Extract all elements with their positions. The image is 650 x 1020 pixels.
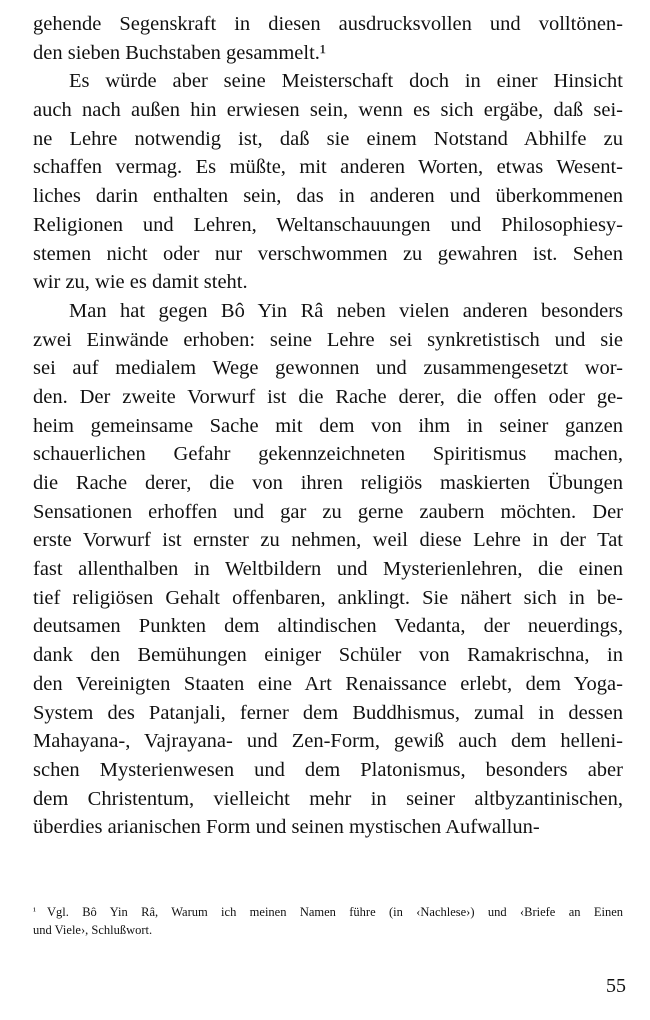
text-line: stemen nicht oder nur verschwommen zu gewahren ist. Sehen	[33, 242, 623, 265]
text-line: ne Lehre notwendig ist, daß sie einem Notstand Abhilfe zu	[33, 127, 623, 150]
text-line: die Rache derer, die von ihren religiös maskierten Übungen	[33, 472, 623, 494]
text-line: System des Patanjali, ferner dem Buddhismus, zumal in dessen	[33, 701, 623, 724]
footnote-marker: ¹	[33, 906, 36, 917]
text-line: erste Vorwurf ist ernster zu nehmen, weil diese Lehre in der Tat	[33, 529, 623, 552]
text-line: Es würde aber seine Meisterschaft doch in einer Hinsicht	[69, 70, 623, 93]
body-text	[33, 10, 623, 842]
page-number: 55	[606, 975, 626, 997]
text-line: auch nach außen hin erwiesen sein, wenn es sich ergäbe, daß sei-	[33, 99, 623, 122]
footnote-line	[33, 921, 623, 939]
text-line: heim gemeinsame Sache mit dem von ihm in seiner ganzen	[33, 414, 623, 437]
text-line: dem Christentum, vielleicht mehr in seiner altbyzantinischen,	[33, 787, 623, 810]
text-line: wir zu, wie es damit steht.	[33, 271, 248, 294]
text-line: sei auf medialem Wege gewonnen und zusammengesetzt wor-	[33, 357, 623, 380]
text-line: Mahayana-, Vajrayana- und Zen-Form, gewiß auch dem helleni-	[33, 730, 623, 753]
text-line: den sieben Buchstaben gesammelt.¹	[33, 41, 327, 64]
footnote-text: Vgl. Bô Yin Râ, Warum ich meinen Namen führe (in ‹Nachlese›) und ‹Briefe an Einen	[47, 905, 623, 919]
text-line: überdies arianischen Form und seinen mystischen Aufwallun-	[33, 816, 540, 839]
text-line: Sensationen erhoffen und gar zu gerne zaubern möchten. Der	[33, 500, 623, 523]
text-line: dank den Bemühungen einiger Schüler von Ramakrischna, in	[33, 644, 623, 667]
text-line: gehende Segenskraft in diesen ausdrucksvollen und volltönen-	[33, 13, 623, 35]
text-line: schauerlichen Gefahr gekennzeichneten Spiritismus machen,	[33, 443, 623, 466]
text-line: den Vereinigten Staaten eine Art Renaissance erlebt, dem Yoga-	[33, 672, 623, 695]
text-line: fast allenthalben in Weltbildern und Mysterienlehren, die einen	[33, 558, 623, 581]
text-line: liches darin enthalten sein, das in anderen und überkommenen	[33, 185, 623, 208]
text-line: deutsamen Punkten dem altindischen Vedanta, der neuerdings,	[33, 615, 623, 638]
text-line: Man hat gegen Bô Yin Râ neben vielen anderen besonders	[69, 299, 623, 322]
text-line: zwei Einwände erhoben: seine Lehre sei synkretistisch und sie	[33, 328, 623, 351]
paragraph	[33, 10, 623, 67]
footnote-line	[33, 903, 623, 921]
text-line: Religionen und Lehren, Weltanschauungen und Philosophiesy-	[33, 213, 623, 236]
text-line: schaffen vermag. Es müßte, mit anderen Worten, etwas Wesent-	[33, 156, 623, 179]
footnote-area	[33, 903, 623, 939]
text-line: den. Der zweite Vorwurf ist die Rache derer, die offen oder ge-	[33, 385, 623, 408]
footnote-text: und Viele›, Schlußwort.	[33, 923, 153, 937]
text-line: tief religiösen Gehalt offenbaren, anklingt. Sie nähert sich in be-	[33, 586, 623, 609]
text-line: schen Mysterienwesen und dem Platonismus, besonders aber	[33, 758, 623, 781]
paragraph	[33, 297, 623, 842]
paragraph	[33, 67, 623, 297]
